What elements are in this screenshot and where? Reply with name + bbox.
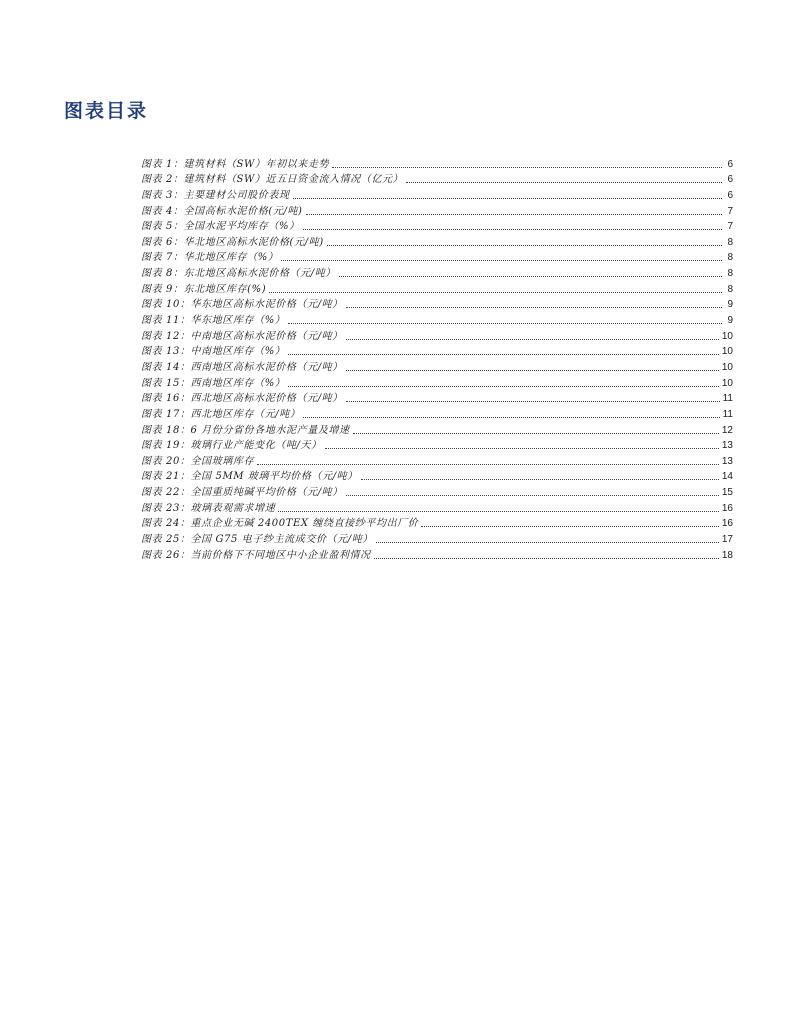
- toc-entry-page: 11: [722, 408, 733, 420]
- toc-entry[interactable]: [141, 374, 733, 390]
- toc-entry[interactable]: [141, 343, 733, 359]
- dot-leader: [346, 370, 719, 371]
- toc-entry-page: 7: [727, 221, 733, 233]
- toc-entry[interactable]: [141, 405, 733, 421]
- toc-entry-page: 6: [727, 189, 733, 201]
- toc-entry[interactable]: [141, 264, 733, 280]
- toc-entry-label: 图表 22：全国重质纯碱平均价格（元/吨）: [141, 487, 343, 499]
- toc-entry-label: 图表 4：全国高标水泥价格(元/吨): [141, 205, 303, 217]
- toc-entry-page: 12: [721, 424, 733, 436]
- toc-entry[interactable]: [141, 233, 733, 249]
- dot-leader: [288, 354, 718, 355]
- dot-leader: [339, 276, 722, 277]
- toc-entry-label: 图表 19：玻璃行业产能变化（吨/天）: [141, 440, 322, 452]
- toc-entry[interactable]: [141, 499, 733, 515]
- toc-entry-page: 8: [727, 236, 733, 248]
- dot-leader: [269, 292, 722, 293]
- dot-leader: [303, 417, 719, 418]
- toc-entry-label: 图表 17：西北地区库存（元/吨）: [141, 408, 301, 420]
- toc-entry-label: 图表 26：当前价格下不同地区中小企业盈利情况: [141, 549, 371, 561]
- toc-entry-page: 8: [727, 283, 733, 295]
- toc-entry[interactable]: [141, 171, 733, 187]
- dot-leader: [303, 229, 722, 230]
- dot-leader: [376, 542, 719, 543]
- page-title: 图表目录: [64, 100, 149, 122]
- dot-leader: [346, 495, 719, 496]
- toc-entry-page: 13: [721, 455, 733, 467]
- toc-entry-page: 8: [727, 252, 733, 264]
- dot-leader: [421, 526, 718, 527]
- dot-leader: [346, 339, 719, 340]
- dot-leader: [325, 448, 719, 449]
- toc-entry-label: 图表 12：中南地区高标水泥价格（元/吨）: [141, 330, 343, 342]
- toc-entry-label: 图表 8：东北地区高标水泥价格（元/吨）: [141, 268, 336, 280]
- toc-entry-label: 图表 5：全国水泥平均库存（%）: [141, 221, 300, 233]
- toc-entry-page: 10: [721, 377, 733, 389]
- dot-leader: [293, 198, 722, 199]
- dot-leader: [346, 401, 720, 402]
- toc-entry[interactable]: [141, 155, 733, 171]
- toc-entry-page: 6: [727, 174, 733, 186]
- toc-entry-label: 图表 23：玻璃表观需求增速: [141, 502, 276, 514]
- toc-entry-label: 图表 6：华北地区高标水泥价格(元/吨): [141, 236, 324, 248]
- toc-entry-label: 图表 21：全国 5MM 玻璃平均价格（元/吨）: [141, 471, 358, 483]
- toc-entry[interactable]: [141, 327, 733, 343]
- toc-entry[interactable]: [141, 452, 733, 468]
- toc-entry-label: 图表 24：重点企业无碱 2400TEX 缠绕直接纱平均出厂价: [141, 518, 419, 530]
- toc-entry-page: 15: [721, 487, 733, 499]
- toc-entry-page: 16: [721, 502, 733, 514]
- dot-leader: [288, 323, 722, 324]
- dot-leader: [353, 433, 719, 434]
- toc-entry[interactable]: [141, 218, 733, 234]
- toc-entry[interactable]: [141, 468, 733, 484]
- toc-entry[interactable]: [141, 390, 733, 406]
- toc-entry[interactable]: [141, 515, 733, 531]
- toc-entry[interactable]: [141, 546, 733, 562]
- dot-leader: [327, 245, 722, 246]
- toc-entry[interactable]: [141, 280, 733, 296]
- toc-entry[interactable]: [141, 202, 733, 218]
- toc-entry[interactable]: [141, 186, 733, 202]
- toc-entry-page: 10: [721, 361, 733, 373]
- toc-entry-label: 图表 18：6 月份分省份各地水泥产量及增速: [141, 424, 350, 436]
- dot-leader: [406, 182, 722, 183]
- toc-entry-label: 图表 2：建筑材料（SW）近五日资金流入情况（亿元）: [141, 174, 404, 186]
- toc-entry-label: 图表 11：华东地区库存（%）: [141, 315, 286, 327]
- toc-entry-page: 7: [727, 205, 733, 217]
- toc-entry-page: 11: [722, 393, 733, 405]
- toc-entry-label: 图表 1：建筑材料（SW）年初以来走势: [141, 158, 330, 170]
- toc-entry-page: 9: [727, 315, 733, 327]
- toc-entry-page: 13: [721, 440, 733, 452]
- toc-entry[interactable]: [141, 249, 733, 265]
- toc-entry-label: 图表 3：主要建材公司股价表现: [141, 189, 290, 201]
- dot-leader: [288, 386, 718, 387]
- dot-leader: [332, 167, 722, 168]
- dot-leader: [306, 214, 722, 215]
- toc-entry-page: 14: [721, 471, 733, 483]
- toc-entry-label: 图表 10：华东地区高标水泥价格（元/吨）: [141, 299, 343, 311]
- toc-entry[interactable]: [141, 296, 733, 312]
- toc-entry-label: 图表 9：东北地区库存(%): [141, 283, 267, 295]
- toc-entry-label: 图表 15：西南地区库存（%）: [141, 377, 286, 389]
- toc-entry[interactable]: [141, 311, 733, 327]
- toc-entry[interactable]: [141, 483, 733, 499]
- dot-leader: [361, 479, 719, 480]
- dot-leader: [278, 511, 719, 512]
- dot-leader: [281, 260, 722, 261]
- toc-entry[interactable]: [141, 358, 733, 374]
- toc-entry-label: 图表 7：华北地区库存（%）: [141, 252, 279, 264]
- toc-entry-label: 图表 14：西南地区高标水泥价格（元/吨）: [141, 361, 343, 373]
- toc-entry-label: 图表 25：全国 G75 电子纱主流成交价（元/吨）: [141, 534, 373, 546]
- toc-entry[interactable]: [141, 421, 733, 437]
- toc-entry-page: 10: [721, 346, 733, 358]
- dot-leader: [374, 558, 719, 559]
- toc-entry-page: 16: [721, 518, 733, 530]
- toc-entry-page: 9: [727, 299, 733, 311]
- dot-leader: [257, 464, 719, 465]
- toc-entry-page: 8: [727, 268, 733, 280]
- toc-entry[interactable]: [141, 530, 733, 546]
- toc-entry-page: 10: [721, 330, 733, 342]
- toc-entry-label: 图表 20：全国玻璃库存: [141, 455, 255, 467]
- toc-entry-page: 18: [721, 549, 733, 561]
- toc-entry-page: 17: [721, 534, 733, 546]
- toc-entry-page: 6: [727, 158, 733, 170]
- toc-entry-label: 图表 16：西北地区高标水泥价格（元/吨）: [141, 393, 343, 405]
- dot-leader: [346, 307, 722, 308]
- toc-entry-label: 图表 13：中南地区库存（%）: [141, 346, 286, 358]
- toc-list: [141, 155, 733, 562]
- toc-entry[interactable]: [141, 437, 733, 453]
